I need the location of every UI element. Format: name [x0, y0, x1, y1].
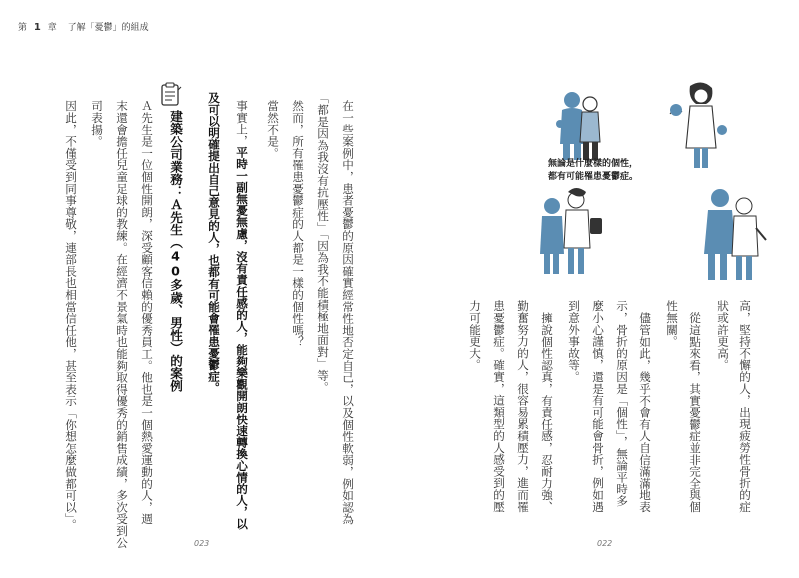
right-col-2: 狀或許更高。 [716, 300, 730, 371]
chapter-suffix: 章 [47, 23, 57, 33]
right-col-5: 儘管如此，幾乎不會有人自信滿滿地表 [638, 312, 652, 513]
caption-line-2: 都有可能罹患憂鬱症。 [548, 172, 639, 182]
clipboard-icon [160, 82, 182, 108]
right-col-6: 示，骨折的原因是「個性」，無論平時多 [615, 300, 629, 507]
left-col-9: 末還會擔任兒童足球的教練。在經濟不景氣時也能夠取得優秀的銷售成績，多次受到公 [115, 100, 129, 549]
left-col-1: 在一些案例中，患者憂鬱的原因確實經常性地否定自己，以及個性軟弱，例如認為 [341, 100, 355, 525]
left-col-8: Ａ先生是一位個性開朗，深受顧客信賴的優秀員工。他也是一個熱愛運動的人，週 [140, 100, 154, 525]
figure-group-bottom-left [540, 188, 602, 274]
right-page [400, 0, 799, 578]
right-col-1: 高，堅持不懈的人，出現疲勞性骨折的症 [738, 300, 752, 513]
right-col-10: 勤奮努力的人，很容易累積壓力，進而罹 [516, 300, 530, 513]
right-col-7: 麼小心謹慎，還是有可能會骨折，例如遇 [591, 300, 605, 513]
left-col-4: 當然不是。 [266, 100, 280, 159]
right-col-9: 擁說個性認真，有責任感，忍耐力強、 [540, 312, 554, 513]
left-col-6-bold: 及可以明確提出自己意見的人，也都有可能會罹患憂鬱症。 [207, 92, 221, 394]
right-col-4: 性無關。 [665, 300, 679, 348]
chapter-title: 了解「憂鬱」的組成 [67, 23, 149, 33]
left-col-5-bold: 平時一副無憂無慮，沒有責任感的人，能夠樂觀開朗快速轉換心情的人，以 [235, 146, 249, 530]
left-col-11: 因此，不僅受到同事尊敬，連部長也相當信任他，甚至表示「你想怎麼做都可以」。 [64, 100, 78, 531]
illustration-caption [548, 158, 638, 184]
left-col-3: 然而，所有罹患憂鬱症的人都是一樣的個性嗎？ [291, 100, 305, 348]
case-heading: 建築公司業務：Ａ先生（40多歲、男性）的案例 [168, 110, 183, 392]
chapter-number: 1 [33, 22, 41, 33]
chapter-prefix: 第 [18, 23, 28, 33]
left-col-5 [234, 100, 250, 529]
figure-woman-top-right [670, 82, 727, 168]
right-col-11: 患憂鬱症。確實，這類型的人感受到的壓 [492, 300, 506, 513]
right-col-3: 從這點來看，其實憂鬱症並非完全與個 [688, 312, 702, 513]
left-col-2: 「都是因為我沒有抗壓性」「因為我不能積極地面對」等。 [316, 92, 330, 393]
left-col-5-normal: 事實上， [235, 100, 249, 147]
page-number-right: 022 [597, 539, 613, 548]
left-col-10: 司表揚。 [90, 100, 104, 148]
right-col-12: 力可能更大。 [468, 300, 482, 371]
caption-line-1: 無論是什麼樣的個性， [548, 159, 639, 169]
page-number-left: 023 [194, 539, 210, 548]
right-col-8: 到意外事故等。 [567, 300, 581, 383]
figure-group-bottom-right [704, 189, 766, 280]
figure-group-top [556, 92, 600, 160]
